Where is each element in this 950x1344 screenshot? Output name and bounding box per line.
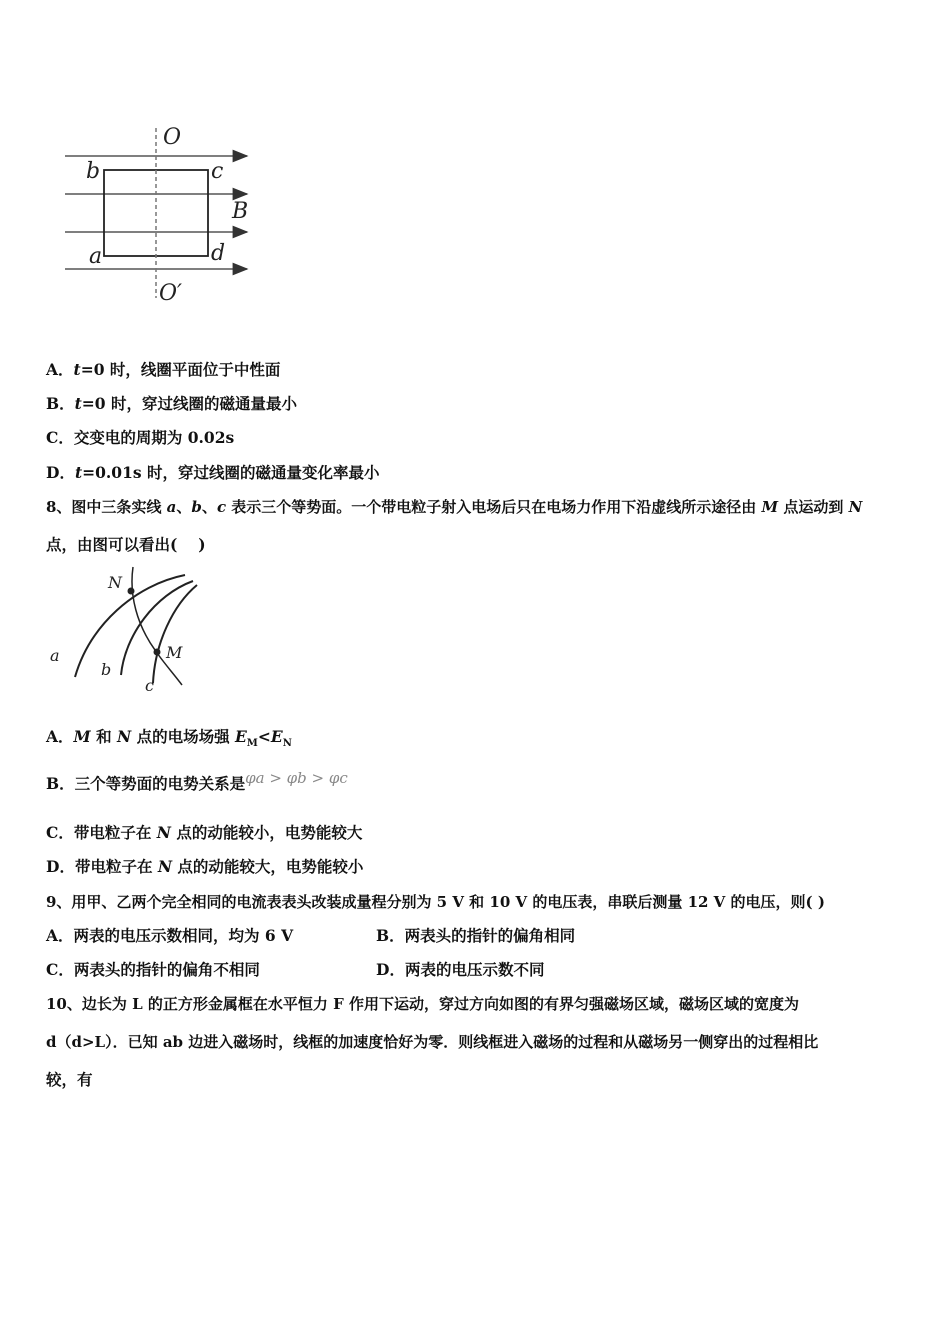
label-O: O xyxy=(163,125,182,150)
q7-option-d-prefix: D． xyxy=(46,463,75,482)
label-d: d xyxy=(211,241,226,266)
q8-option-a-sub2: N xyxy=(282,738,292,750)
coil-field-figure xyxy=(55,120,265,305)
point-M xyxy=(154,649,161,656)
q8-option-b-text: 三个等势面的电势关系是 xyxy=(74,774,246,793)
q8-option-a-N: N xyxy=(117,727,132,746)
q7-option-c-prefix: C． xyxy=(46,428,74,447)
q8-option-d-pre: 带电粒子在 xyxy=(74,857,158,876)
q7-option-c-text: 交变电的周期为 0.02s xyxy=(73,428,235,447)
q8-stem-N: N xyxy=(848,498,863,516)
q8-option-a-mid: 和 xyxy=(90,727,117,746)
q8-option-b-formula: φa > φb > φc xyxy=(245,769,348,787)
fig2-label-a: a xyxy=(50,646,60,665)
q8-option-a-prefix: A． xyxy=(46,727,74,746)
q8-stem-M: M xyxy=(761,498,779,516)
q8-stem-line1 xyxy=(46,497,862,517)
q7-option-a xyxy=(46,360,280,380)
q8-option-b xyxy=(46,769,348,794)
q9-option-b: B．两表头的指针的偏角相同 xyxy=(376,926,576,945)
q8-option-d-N: N xyxy=(157,857,173,876)
q8-stem-line2 xyxy=(46,535,206,555)
q8-option-d-text: 点的动能较大，电势能较小 xyxy=(172,857,364,876)
q8-stem-part4: 点，由图可以看出( ) xyxy=(46,535,206,554)
q10-stem-line1: 10、边长为 L 的正方形金属框在水平恒力 F 作用下运动，穿过方向如图的有界匀强磁场区域，磁场区域的宽度为 xyxy=(46,995,799,1013)
q9-option-c: C．两表头的指针的偏角不相同 xyxy=(46,960,260,979)
q8-option-c xyxy=(46,823,362,843)
q8-option-d-prefix: D． xyxy=(46,857,75,876)
q8-option-d xyxy=(46,857,363,877)
q7-option-b-var: t xyxy=(74,394,82,413)
q8-option-a-E1: E xyxy=(234,727,247,746)
q7-option-a-var: t xyxy=(73,360,81,379)
q9-stem: 9、用甲、乙两个完全相同的电流表表头改装成量程分别为 5 V 和 10 V 的电压表，串联后测量 12 V 的电压，则( ) xyxy=(46,893,825,911)
q9-option-d: D．两表的电压示数不同 xyxy=(376,960,545,979)
equipotential-figure xyxy=(45,565,210,700)
label-c: c xyxy=(211,159,224,184)
q8-stem-b: b xyxy=(191,498,202,516)
q8-option-b-prefix: B． xyxy=(46,774,75,793)
q8-option-c-pre: 带电粒子在 xyxy=(73,823,157,842)
fig2-label-M: M xyxy=(166,643,183,662)
q7-option-b-text: =0 时，穿过线圈的磁通量最小 xyxy=(81,394,297,413)
q8-option-a-M: M xyxy=(73,727,91,746)
q9-option-a: A．两表的电压示数相同，均为 6 V xyxy=(46,926,294,945)
fig2-label-b: b xyxy=(101,660,112,679)
q7-option-c xyxy=(46,428,234,448)
equipotential-c xyxy=(153,585,197,683)
q8-stem-sep1: 、 xyxy=(176,498,192,516)
q7-option-d-var: t xyxy=(74,463,83,482)
q7-option-d xyxy=(46,463,380,483)
q8-option-a-text: 点的电场场强 xyxy=(131,727,235,746)
q10-stem-line2: d（d>L）．已知 ab 边进入磁场时，线框的加速度恰好为零．则线框进入磁场的过程和从磁场另一侧穿出的过程相比 xyxy=(46,1033,819,1051)
fig2-label-c: c xyxy=(145,676,154,695)
q8-stem-part1: 8、图中三条实线 xyxy=(46,498,167,516)
label-a: a xyxy=(89,244,103,269)
label-O-prime: O′ xyxy=(159,281,183,305)
q7-option-b-prefix: B． xyxy=(46,394,75,413)
q8-stem-sep2: 、 xyxy=(201,498,217,516)
label-B: B xyxy=(232,199,249,224)
q8-stem-a: a xyxy=(166,498,177,516)
label-b: b xyxy=(86,159,101,184)
q8-option-c-text: 点的动能较小，电势能较大 xyxy=(170,823,363,842)
q8-option-a-E2: E xyxy=(270,727,283,746)
point-N xyxy=(128,588,135,595)
q8-option-a-lt: < xyxy=(257,727,271,746)
q7-option-a-prefix: A． xyxy=(46,360,74,379)
q7-option-a-text: =0 时，线圈平面位于中性面 xyxy=(80,360,281,379)
q8-stem-c: c xyxy=(216,498,227,516)
q10-stem-line3: 较，有 xyxy=(46,1070,93,1089)
q8-option-c-prefix: C． xyxy=(46,823,74,842)
q7-option-d-text: =0.01s 时，穿过线圈的磁通量变化率最小 xyxy=(82,463,380,482)
q8-option-c-N: N xyxy=(156,823,171,842)
q8-stem-part3: 点运动到 xyxy=(778,498,849,516)
q8-option-a-sub1: M xyxy=(246,738,258,750)
q7-option-b xyxy=(46,394,297,414)
fig2-label-N: N xyxy=(108,573,122,592)
q8-stem-part2: 表示三个等势面。一个带电粒子射入电场后只在电场力作用下沿虚线所示途径由 xyxy=(226,498,762,516)
q8-option-a xyxy=(46,727,292,754)
